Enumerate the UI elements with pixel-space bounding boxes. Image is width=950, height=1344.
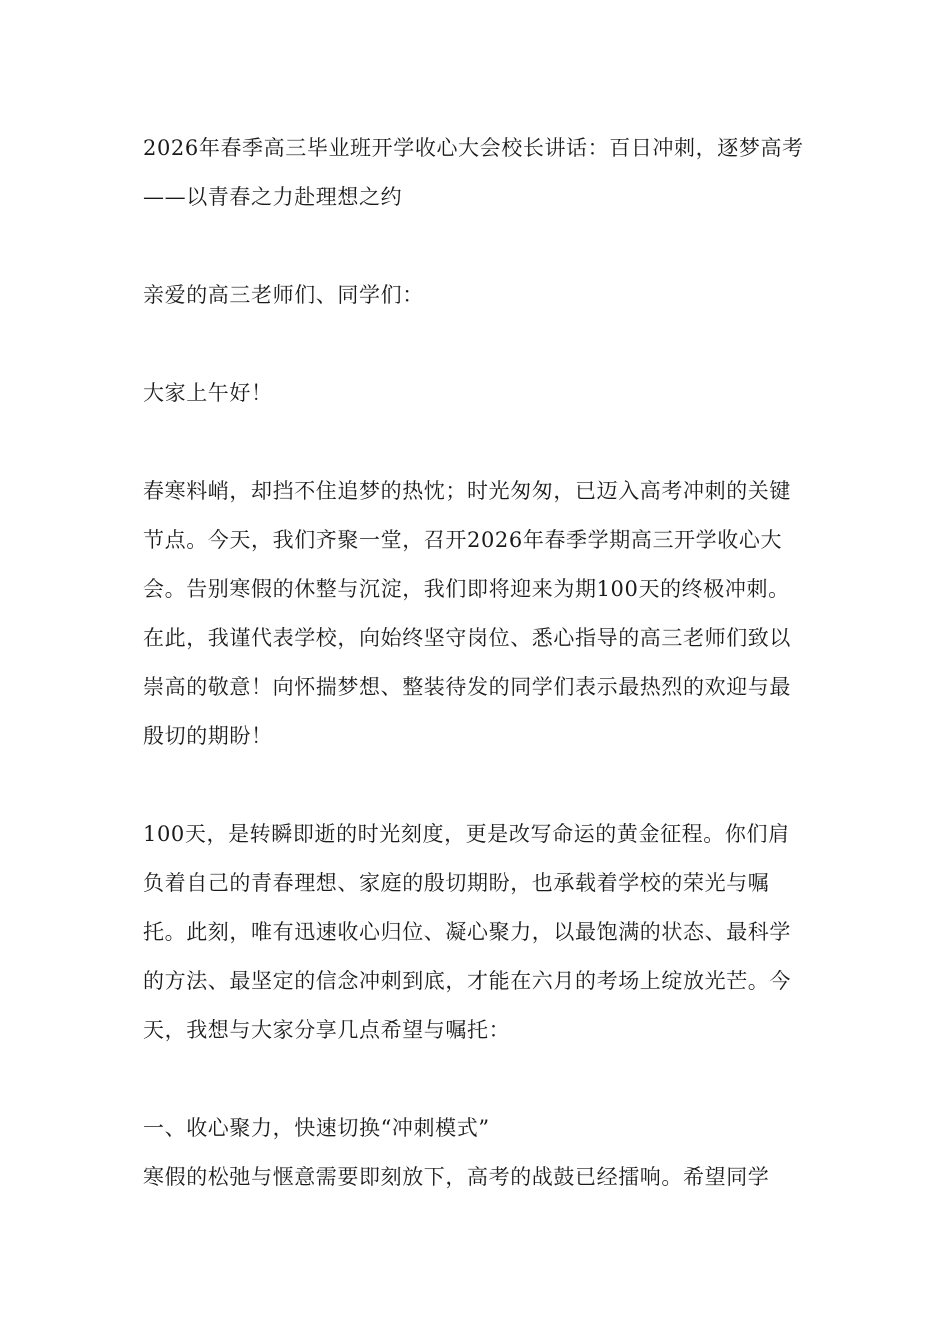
spacer — [143, 1055, 807, 1104]
section-heading: 一、收心聚力，快速切换“冲刺模式” — [143, 1116, 490, 1140]
document-title: 2026年春季高三毕业班开学收心大会校长讲话：百日冲刺，逐梦高考——以青春之力赴理想之约 — [143, 136, 804, 209]
spacer — [143, 761, 807, 810]
spacer — [143, 222, 807, 271]
spacer — [143, 320, 807, 369]
paragraph-opening: 春寒料峭，却挡不住追梦的热忱；时光匆匆，已迈入高考冲刺的关键节点。今天，我们齐聚一堂，召开2026年春季学期高三开学收心大会。告别寒假的休整与沉淀，我们即将迎来为期100天的终极冲刺。在此，我谨代表学校，向始终坚守岗位、悉心指导的高三老师们致以崇高的敬意！向怀揣梦想、整装待发的同学们表示最热烈的欢迎与最殷切的期盼！ — [143, 479, 791, 748]
greeting: 大家上午好！ — [143, 381, 273, 405]
document-body — [143, 124, 807, 1202]
spacer — [143, 418, 807, 467]
paragraph-hundred-days: 100天，是转瞬即逝的时光刻度，更是改写命运的黄金征程。你们肩负着自己的青春理想、家庭的殷切期盼，也承载着学校的荣光与嘱托。此刻，唯有迅速收心归位、凝心聚力，以最饱满的状态、最科学的方法、最坚定的信念冲刺到底，才能在六月的考场上绽放光芒。今天，我想与大家分享几点希望与嘱托： — [143, 822, 791, 1042]
section-text: 寒假的松弛与惬意需要即刻放下，高考的战鼓已经擂响。希望同学 — [143, 1165, 770, 1189]
salutation: 亲爱的高三老师们、同学们： — [143, 283, 424, 307]
